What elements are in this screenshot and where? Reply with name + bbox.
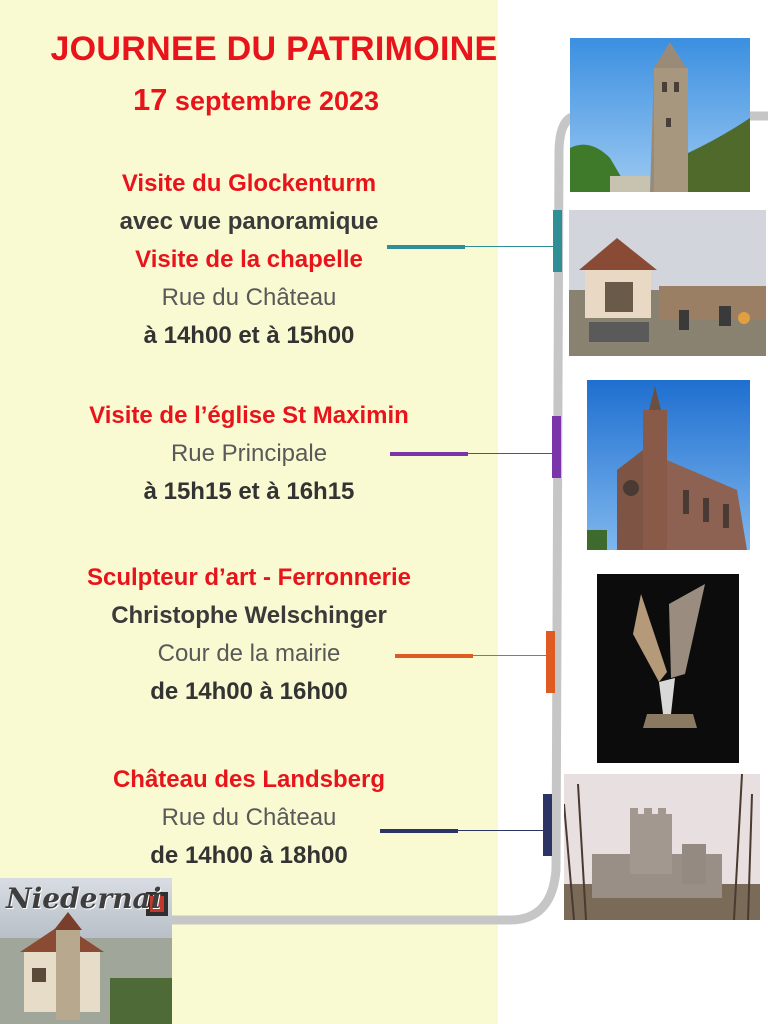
event-time: de 14h00 à 18h00 [150,842,348,869]
eglise-st-maximin-photo [587,380,750,550]
connector-thin-3 [473,655,546,656]
event-location: Rue Principale [170,440,328,467]
timeline-marker-2 [552,416,561,478]
event-location: Rue du Château [161,804,337,831]
event-title: Visite du Glockenturm [121,170,377,197]
chapel-photo [569,210,766,356]
event-time: à 15h15 et à 16h15 [143,478,355,505]
event-artist: Christophe Welschinger [111,602,387,629]
connector-line-2 [390,452,468,456]
timeline-marker-3 [546,631,555,693]
connector-thin-4 [458,830,543,831]
timeline-marker-4 [543,794,552,856]
date-day: 17 [132,82,168,117]
event-location: Rue du Château [161,284,337,311]
niedernai-logo [0,878,172,1024]
event-time: à 14h00 et à 15h00 [143,322,355,349]
iron-sculpture-photo [597,574,739,763]
event-location: Cour de la mairie [157,640,341,667]
logo-text: Niedernai [6,882,162,915]
event-subtitle: avec vue panoramique [119,208,379,235]
glockenturm-tower-photo [570,38,750,192]
connector-thin-1 [465,246,553,247]
event-title: Visite de la chapelle [135,246,363,273]
page-title: JOURNEE DU PATRIMOINE [50,30,498,68]
chateau-landsberg-photo [564,774,760,920]
event-title: Visite de l’église St Maximin [89,402,409,429]
connector-line-3 [395,654,473,658]
connector-line-1 [387,245,465,249]
connector-thin-2 [468,453,552,454]
timeline-marker-1 [553,210,562,272]
event-title: Sculpteur d’art - Ferronnerie [86,564,412,591]
event-title: Château des Landsberg [112,766,386,793]
connector-line-4 [380,829,458,833]
event-time: de 14h00 à 16h00 [150,678,348,705]
date-month-year: septembre 2023 [167,86,380,116]
